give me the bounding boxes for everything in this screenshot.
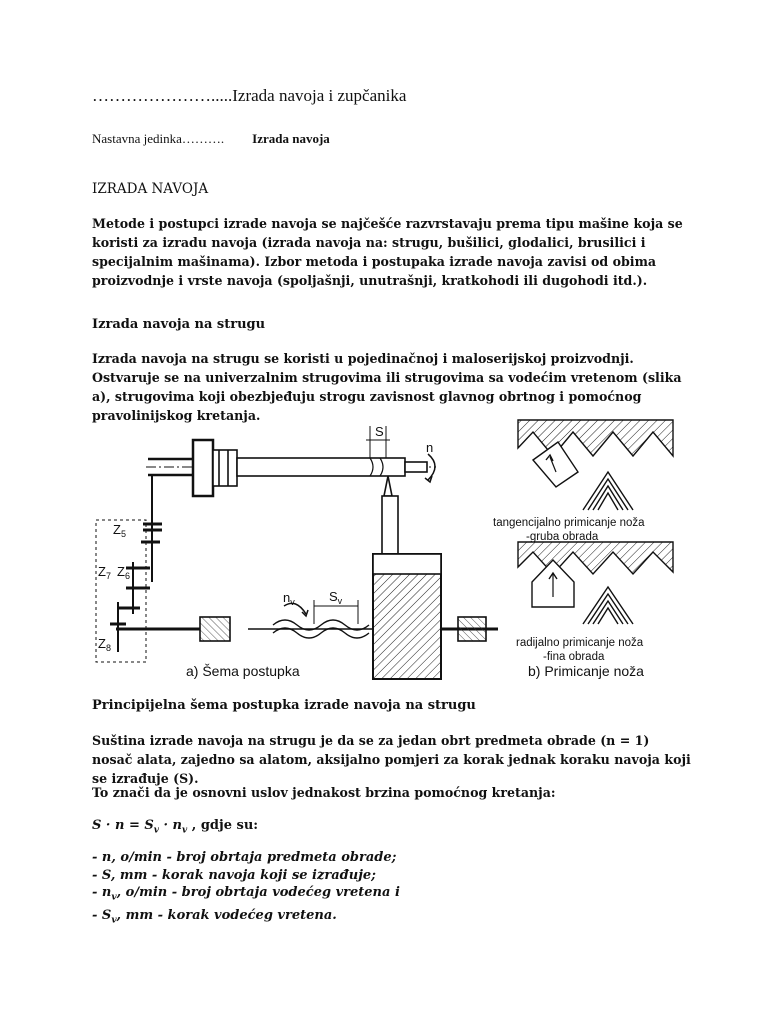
gear-z6-label: $Z_6$ <box>117 564 130 581</box>
formula-sub1: v <box>153 825 159 836</box>
tangential-label-1: tangencijalno primicanje noža <box>493 517 645 529</box>
lathe-threading-figure <box>88 412 676 690</box>
tangential-label-2: -gruba obrada <box>526 531 599 543</box>
legend-item-sv: - $S_v$, mm - korak vodećeg vretena. <box>92 908 337 926</box>
unit-line <box>92 131 330 147</box>
legend-item-n: - n, o/min - broj obrtaja predmeta obrade; <box>92 850 397 865</box>
gear-z5-label: $Z_5$ <box>113 522 126 539</box>
label-n: n <box>426 440 434 455</box>
document-title <box>92 86 406 106</box>
unit-label: Nastavna jedinka………. <box>92 131 225 146</box>
section-heading: IZRADA NAVOJA <box>92 181 209 197</box>
gear-z8-label: $Z_8$ <box>98 636 111 653</box>
essence-paragraph: Suština izrade navoja na strugu je da se za jedan obrt predmeta obrade (n = 1) nosač alata, zajedno sa alatom, aksijalno pomjeri za korak jednak koraku navoja koji se izrađuje (S). <box>92 733 691 786</box>
label-sv: $S_v$ <box>329 589 343 606</box>
caption-b: b) Primicanje noža <box>528 663 644 679</box>
legend-item-s: - S, mm - korak navoja koji se izrađuje; <box>92 867 376 883</box>
formula-sub2: v <box>182 825 188 836</box>
lathe-paragraph: Izrada navoja na strugu se koristi u pojedinačnoj i maloserijskoj proizvodnji. Ostvaruje se na univerzalnim strugovima ili strugovima sa vodećim vretenom (slika a), strugovima koji obezbjeđuju strogu zavisnost glavnog obrtnog i pomoćnog pravolinijskog kretanja. <box>92 351 682 423</box>
figure-heading: Principijelna šema postupka izrade navoja na strugu <box>92 698 476 713</box>
caption-a: a) Šema postupka <box>186 663 300 679</box>
condition-line: To znači da je osnovni uslov jednakost brzina pomoćnog kretanja: <box>92 785 556 800</box>
lathe-heading: Izrada navoja na strugu <box>92 317 266 332</box>
formula <box>92 818 258 836</box>
gear-z7-label: $Z_7$ <box>98 564 111 581</box>
variable-legend <box>92 849 400 930</box>
intro-paragraph: Metode i postupci izrade navoja se najčešće razvrstavaju prema tipu mašine koja se koristi za izradu navoja (izrada navoja na: strugu, bušilici, glodalici, brusilici i specijalnim mašinama). Izbor metoda i postupaka izrade navoja zavisi od obima proizvodnje i vrste navoja (spoljašnji, unutrašnji, kratkohodi ili dugohodi itd.). <box>92 216 683 288</box>
formula-rest: , gdje su: <box>187 818 259 833</box>
radial-label-1: radijalno primicanje noža <box>516 637 644 649</box>
formula-lhs: S · n = S <box>92 818 154 833</box>
title-text: Izrada navoja i zupčanika <box>232 86 407 105</box>
unit-value: Izrada navoja <box>252 131 330 146</box>
title-dots: …………………..... <box>92 86 233 105</box>
formula-mid: · n <box>158 818 183 833</box>
label-s: S <box>375 424 384 439</box>
scheme-a <box>96 426 498 679</box>
radial-label-2: -fina obrada <box>543 651 605 663</box>
label-nv: $n_v$ <box>283 590 295 607</box>
legend-item-nv: - $n_v$, o/min - broj obrtaja vodećeg vretena i <box>92 885 400 903</box>
